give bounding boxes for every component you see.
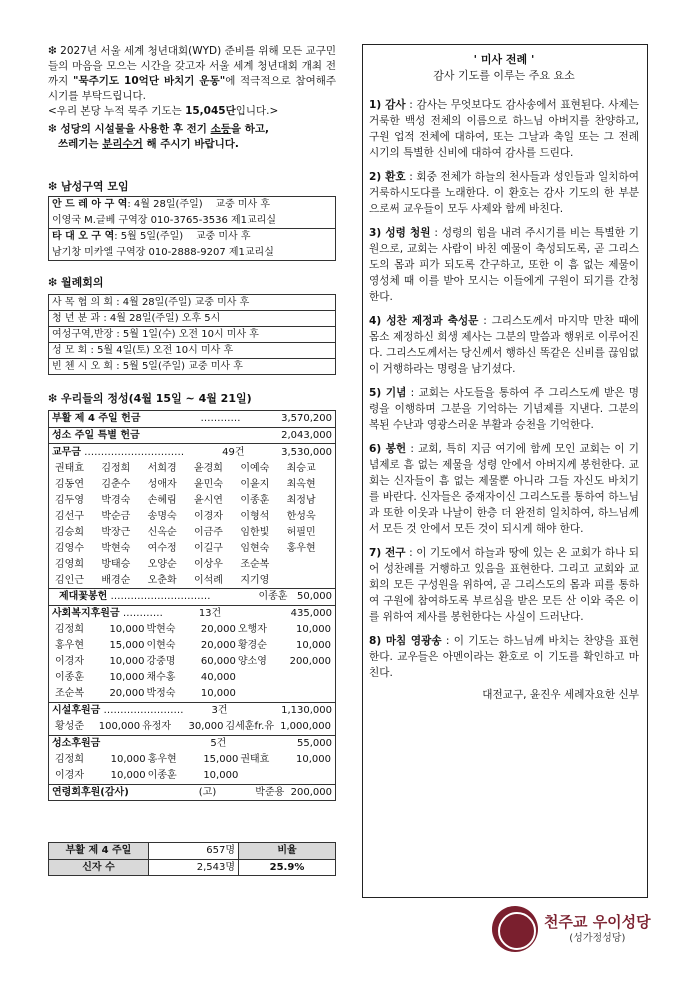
- table-cell: 60,000: [200, 656, 236, 667]
- table-cell: 최옥현: [286, 478, 316, 490]
- table-cell: 최승교: [286, 462, 316, 474]
- table-cell: 이석례: [193, 574, 223, 586]
- table-cell: 김영수: [55, 542, 84, 554]
- mass-item: [369, 633, 639, 681]
- table-cell: [238, 768, 284, 784]
- facility-notice: ❇ 성당의 시설물을 사용한 후 전기 소등을 하고, 쓰레기는 분리수거 해 주시기 바랍니다.: [48, 123, 269, 150]
- table-cell: 이상우: [193, 558, 223, 570]
- parish-seal-icon: [492, 906, 538, 952]
- table-cell: 10,000: [296, 640, 331, 651]
- monthly-row: 성 모 회 : 5월 4일(토) 오전 10시 미사 후: [49, 343, 336, 359]
- table-cell: 김정희: [55, 754, 84, 765]
- table-row: [53, 752, 331, 768]
- table-row: [53, 622, 331, 638]
- monthly-row: 빈 첸 시 오 회 : 5월 5일(주일) 교중 미사 후: [49, 359, 336, 375]
- mass-item-heading: 5) 기념: [369, 387, 407, 400]
- mass-item-text: : 교회는 사도들을 통하여 주 그리스도께 받은 명령을 이행하며 그분을 기억하는 기념제를 지낸다. 그분의 복된 수난과 영광스러운 부활과 승천을 기억한다.: [369, 387, 639, 432]
- table-row: [53, 686, 331, 702]
- table-cell: 홍우현: [147, 754, 177, 765]
- table-cell: [285, 572, 331, 588]
- table-cell: 이형석: [240, 510, 270, 522]
- mass-item: [369, 441, 639, 537]
- table-cell: 지기영: [240, 574, 270, 586]
- tithe-names-grid: [53, 460, 331, 588]
- table-cell: 손혜림: [147, 494, 177, 506]
- mass-item-text: : 성령의 힘을 내려 주시기를 비는 특별한 기원으로, 교회는 사람이 바친 예물이 축성되도록, 곧 그리스도의 몸과 피가 되도록 간구하고, 또한 이 흠 없는 제물이 영성체 때 이를 받아 모시는 이들에게 구원이 되기를 간청한다.: [369, 227, 639, 304]
- table-cell: 김인근: [55, 574, 84, 586]
- table-cell: 오춘화: [147, 574, 177, 586]
- table-cell: [282, 670, 331, 686]
- table-cell: 20,000: [200, 640, 236, 651]
- table-cell: 15,000: [109, 640, 145, 651]
- table-cell: 강중명: [146, 656, 176, 667]
- table-cell: 40,000: [200, 672, 236, 683]
- table-cell: 박현숙: [101, 542, 131, 554]
- table-cell: 이현숙: [146, 640, 176, 651]
- table-row: [53, 556, 331, 572]
- table-cell: 오양순: [147, 558, 177, 570]
- monthly-row: 사 목 협 의 회 : 4월 28일(주일) 교중 미사 후: [49, 295, 336, 311]
- table-cell: 이금주: [193, 526, 223, 538]
- table-row: [53, 460, 331, 476]
- table-cell: 김승희: [55, 526, 84, 538]
- table-cell: 한성욱: [286, 510, 316, 522]
- table-cell: 20,000: [109, 688, 145, 699]
- table-cell: 박장근: [101, 526, 131, 538]
- mass-item-heading: 8) 마침 영광송: [369, 635, 442, 648]
- offering-table: 부활 제 4 주일 헌금 ………… 3,570,200 성소 주일 특별 헌금 2,043,000 교무금 ………………………… 49건 3,530,000 권태효 김정희 서희경 윤경희 이예숙 최승교 김동연 김춘수 성애자 윤민숙 이윤지 최옥현 김두영 박경숙 손혜림 윤시연 이종훈 최정남 김선구 박순금 송명숙 이경자 이형석 한성욱 김승희 박장근 신옥순 이금주 임한빛 허필민 김영수 박현숙 여수정 이길구 임현숙 홍우현 김영희 방태승 오양순 이상우 조순복 김인근 배경순 오춘화 이석례 지기영 제대꽃봉헌 ………………………… 이종훈 50,000 사회복지후원금 ………… 13건 435,000 김정희 10,000 박현숙 20,000 오행자 10,000 홍우현 15,000 이현숙 20,000 황경순 10,000 이경자 10,000 강중명 60,000 양소영 200,000 이종훈 10,000 채수홍 40,000 조순복 20,000 박정숙 10,000 시설후원금 …………………… 3건 1,130,000 황성준 100,000 유정자 30,000 김세훈fr.유 1,000,000 성소후원금 5건 55,000 김정희 10,000 홍우현 15,000 권태효 10,000 이경자 10,000 이종훈 10,000 연령회후원(감사) (고) 박준용 200,000: [48, 410, 336, 801]
- table-cell: 10,000: [110, 754, 146, 765]
- table-cell: 이경자: [193, 510, 223, 522]
- monthly-row: 청 년 분 과 : 4월 28일(주일) 오후 5시: [49, 311, 336, 327]
- table-cell: 권태효: [55, 462, 84, 474]
- table-cell: 김영희: [55, 558, 84, 570]
- table-cell: 윤시연: [193, 494, 223, 506]
- mass-item-heading: 2) 환호: [369, 171, 406, 184]
- table-cell: 황경순: [237, 640, 267, 651]
- table-cell: 박순금: [101, 510, 131, 522]
- mass-liturgy-box: [362, 44, 648, 898]
- monthly-table: [48, 294, 336, 375]
- table-cell: 최정남: [286, 494, 316, 506]
- table-row: [53, 492, 331, 508]
- table-cell: 윤민숙: [193, 478, 223, 490]
- table-row: [53, 654, 331, 670]
- table-cell: 윤경희: [193, 462, 223, 474]
- table-cell: 10,000: [109, 672, 145, 683]
- table-cell: 이종훈: [147, 770, 177, 781]
- mass-item-heading: 7) 전구: [369, 547, 406, 560]
- table-cell: 10,000: [296, 624, 331, 635]
- attendance-table: 부활 제 4 주일 657명 비율 신자 수 2,543명 25.9%: [48, 842, 336, 876]
- table-cell: 방태승: [101, 558, 131, 570]
- table-cell: 이길구: [193, 542, 223, 554]
- mass-item-heading: 6) 봉헌: [369, 443, 407, 456]
- table-cell: [285, 768, 331, 784]
- table-cell: 15,000: [203, 754, 239, 765]
- table-cell: 조순복: [240, 558, 270, 570]
- welfare-grid: [53, 622, 331, 702]
- mass-item: [369, 385, 639, 433]
- table-cell: 서희경: [147, 462, 177, 474]
- monthly-row: 여성구역,반장 : 5월 1일(수) 오전 10시 미사 후: [49, 327, 336, 343]
- table-row: [53, 508, 331, 524]
- table-cell: 10,000: [109, 656, 145, 667]
- mass-item-heading: 3) 성령 청원: [369, 227, 431, 240]
- table-cell: 10,000: [296, 754, 331, 765]
- table-cell: 유정자: [142, 721, 172, 732]
- mass-title: ' 미사 전례 ': [473, 53, 535, 66]
- table-cell: 이예숙: [240, 462, 270, 474]
- gu-table: 안 드 레 아 구 역: 4월 28일(주일) 교중 미사 후 이영국 M.글베 구역장 010-3765-3536 제1교리실 타 대 오 구 역: 5월 5일(주일) 교중 미사 후 남기창 미카엘 구역장 010-2888-9207 제1교리실: [48, 196, 336, 261]
- table-row: [53, 572, 331, 588]
- parish-sub: (성가정성당): [569, 933, 626, 945]
- table-row: [53, 476, 331, 492]
- table-cell: 김춘수: [101, 478, 131, 490]
- table-cell: 이경자: [55, 770, 84, 781]
- mass-item: [369, 97, 639, 161]
- mass-item-text: : 그리스도께서 마지막 만찬 때에 몸소 제정하신 희생 제사는 그분의 말씀과 행위로 이루어진다. 그리스도께서는 당신께서 행하신 똑같은 신비를 끊임없이 거행하라는 명령을 남기셨다.: [369, 315, 639, 376]
- mass-item: [369, 545, 639, 625]
- mass-item-text: : 회중 전체가 하늘의 천사들과 성인들과 일치하여 거룩하시도다를 노래한다. 이 환호는 감사 기도의 한 부분으로써 교우들이 모두 사제와 함께 바친다.: [369, 171, 640, 216]
- table-cell: 박정숙: [146, 688, 176, 699]
- table-cell: 임한빛: [240, 526, 270, 538]
- table-cell: 권태효: [240, 754, 270, 765]
- table-cell: 100,000: [98, 721, 141, 732]
- offering-title: ❇ 우리들의 정성(4월 15일 ~ 4월 21일): [48, 392, 252, 405]
- table-cell: 김정희: [101, 462, 131, 474]
- mass-item-text: : 교회, 특히 지금 여기에 함께 모인 교회는 이 기념제로 흠 없는 제물을 성령 안에서 아버지께 봉헌한다. 교회는 신자들이 흠 없는 제물뿐 아니라 그들 자신도 바치기를 바란다. 신자들은 중재자이신 그리스도를 통하여 하느님과 또한 이웃과 나날이 한층 더 완전히 일치하여, 하느님께서 모든 것 안에서 모든 것이 되시게 해야 한다.: [369, 443, 639, 536]
- monthly-title: ❇ 월례회의: [48, 276, 104, 289]
- table-cell: 김선구: [55, 510, 84, 522]
- table-cell: 여수정: [147, 542, 177, 554]
- table-cell: 10,000: [200, 688, 236, 699]
- table-row: [53, 719, 331, 735]
- mass-item-text: : 감사는 무엇보다도 감사송에서 표현된다. 사제는 거룩한 백성 전체의 이름으로 하느님 아버지를 찬양하고, 구원 업적 전체에 대하여, 또는 그날과 축일 또는 그 전례 시기의 특별한 신비에 대하여 감사를 드린다.: [369, 99, 640, 160]
- table-cell: 홍우현: [286, 542, 316, 554]
- mass-item-text: : 이 기도는 하느님께 바치는 찬양을 표현한다. 교우들은 아멘이라는 환호로 이 기도를 확인하고 마친다.: [369, 635, 639, 680]
- facility-grid: [53, 719, 331, 735]
- table-cell: 임현숙: [240, 542, 270, 554]
- table-cell: 1,000,000: [280, 721, 331, 732]
- mass-item: [369, 225, 639, 305]
- table-row: [53, 638, 331, 654]
- table-row: [53, 670, 331, 686]
- table-cell: 이종훈: [240, 494, 270, 506]
- mass-items: [369, 97, 639, 681]
- table-cell: [285, 556, 331, 572]
- table-cell: 20,000: [200, 624, 236, 635]
- table-cell: 송명숙: [147, 510, 177, 522]
- table-cell: 10,000: [110, 770, 146, 781]
- mass-item: [369, 313, 639, 377]
- mass-item-heading: 1) 감사: [369, 99, 406, 112]
- table-cell: 30,000: [188, 721, 224, 732]
- gu-title: ❇ 남성구역 모임: [48, 180, 129, 193]
- table-row: [53, 768, 331, 784]
- table-cell: 성애자: [147, 478, 177, 490]
- parish-name: 천주교 우이성당: [544, 912, 651, 931]
- table-cell: 김정희: [55, 624, 84, 635]
- table-cell: 채수홍: [146, 672, 176, 683]
- table-cell: 양소영: [237, 656, 267, 667]
- table-cell: 박경숙: [101, 494, 131, 506]
- table-cell: 김두영: [55, 494, 84, 506]
- table-cell: 김동연: [55, 478, 84, 490]
- mass-item: [369, 169, 639, 217]
- table-cell: 배경순: [101, 574, 131, 586]
- table-cell: 조순복: [55, 688, 84, 699]
- table-cell: 10,000: [203, 770, 239, 781]
- table-row: [53, 524, 331, 540]
- table-cell: 이경자: [55, 656, 84, 667]
- table-cell: 황성준: [55, 721, 84, 732]
- wyd-notice: ❇ 2027년 서울 세계 청년대회(WYD) 준비를 위해 모든 교구민들의 마음을 모으는 시간을 갖고자 서울 세계 청년대회 개최 전까지 "묵주기도 10억단 바치기 운동"에 적극적으로 참여해주시기를 부탁드립니다.: [48, 45, 337, 102]
- vocsupport-grid: [53, 752, 331, 784]
- table-cell: 박현숙: [146, 624, 176, 635]
- table-row: [53, 540, 331, 556]
- table-cell: 200,000: [289, 656, 331, 667]
- table-cell: 10,000: [109, 624, 145, 635]
- table-cell: 홍우현: [55, 640, 84, 651]
- notice-block: [48, 44, 336, 152]
- parish-logo: [492, 906, 651, 952]
- table-cell: 허필민: [286, 526, 316, 538]
- table-cell: [236, 686, 282, 702]
- rosary-count: <우리 본당 누적 묵주 기도는 15,045단입니다.>: [48, 105, 279, 117]
- table-cell: 신옥순: [147, 526, 177, 538]
- table-cell: 이종훈: [55, 672, 84, 683]
- table-cell: [282, 686, 331, 702]
- table-cell: 오행자: [237, 624, 267, 635]
- table-cell: 김세훈fr.유: [225, 721, 275, 732]
- table-cell: 이윤지: [240, 478, 270, 490]
- mass-subtitle: 감사 기도를 이루는 주요 요소: [433, 69, 575, 82]
- mass-signature: 대전교구, 윤진우 세례자요한 신부: [482, 689, 639, 702]
- table-cell: [236, 670, 282, 686]
- mass-item-heading: 4) 성찬 제정과 축성문: [369, 315, 479, 328]
- mass-item-text: : 이 기도에서 하늘과 땅에 있는 온 교회가 하나 되어 성찬례를 거행하고 있음을 표현한다. 그리고 교회와 교회의 모든 구성원을 위하여, 곧 그리스도의 몸과 피를 통하여 구원에 참여하도록 부르심을 받은 모든 산 이와 죽은 이를 위하여 제사를 봉헌한다는 사실이 드러난다.: [369, 547, 639, 624]
